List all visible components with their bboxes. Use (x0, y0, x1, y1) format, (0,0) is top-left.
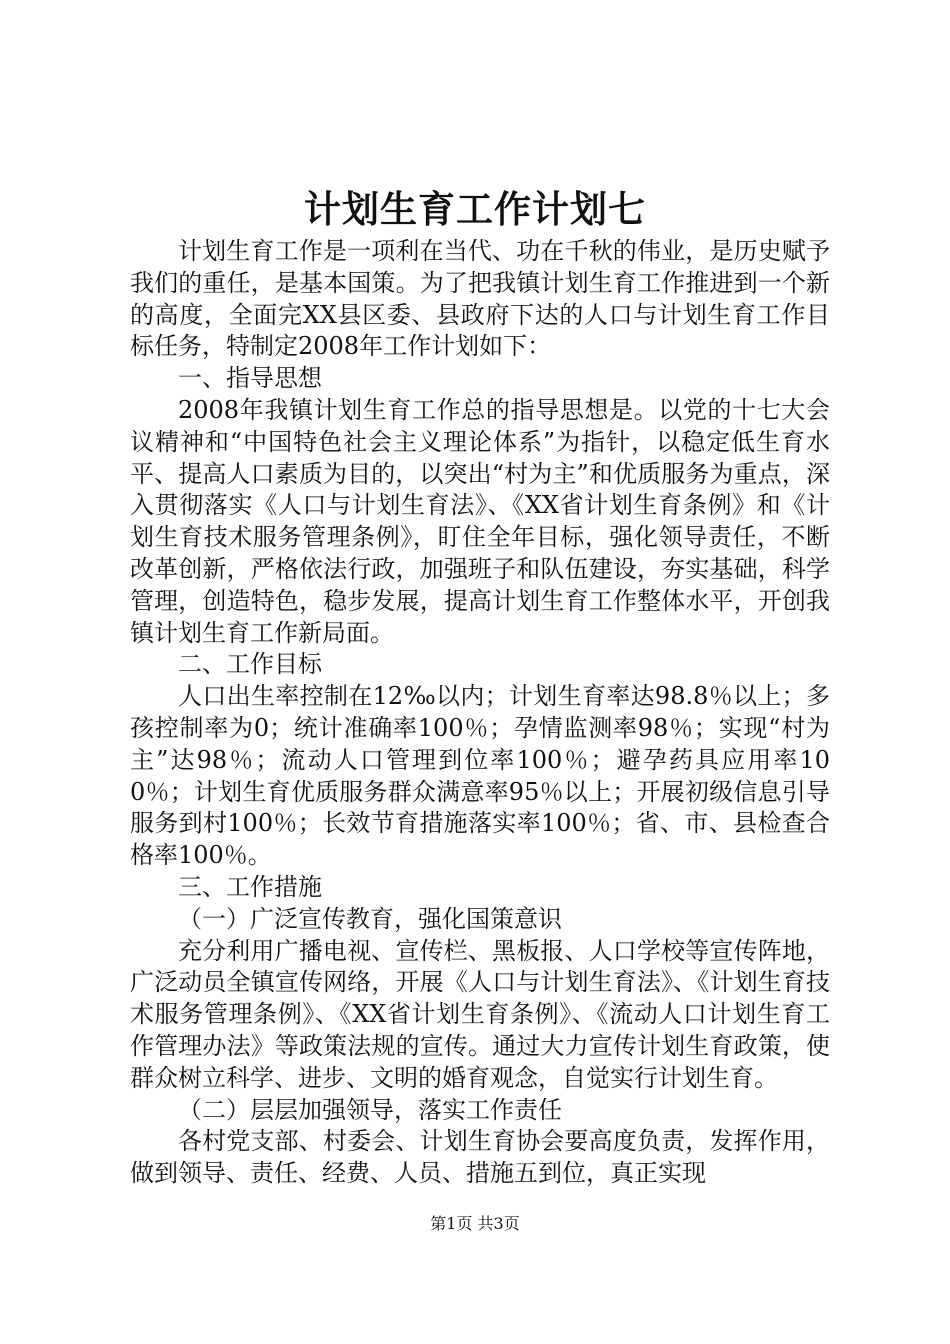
paragraph-work-goals: 人口出生率控制在12‰以内；计划生育率达98.8％以上；多孩控制率为0；统计准确率100％；孕情监测率98％；实现“村为主”达98％；流动人口管理到位率100％；避孕药具应用率100％；计划生育优质服务群众满意率95％以上；开展初级信息引导服务到村100％；长效节育措施落实率100％；省、市、县检查合格率100％。 (130, 682, 830, 870)
paragraph-guiding-thought: 2008年我镇计划生育工作总的指导思想是。以党的十七大会议精神和“中国特色社会主义理论体系”为指针，以稳定低生育水平、提高人口素质为目的，以突出“村为主”和优质服务为重点，深入贯彻落实《人口与计划生育法》、《XX省计划生育条例》和《计划生育技术服务管理条例》，盯住全年目标，强化领导责任，不断改革创新，严格依法行政，加强班子和队伍建设，夯实基础，科学管理，创造特色，稳步发展，提高计划生育工作整体水平，开创我镇计划生育工作新局面。 (130, 395, 830, 647)
section-heading-work-measures: 三、工作措施 (178, 872, 322, 901)
section-heading-work-goals: 二、工作目标 (178, 650, 322, 679)
document-title: 计划生育工作计划七 (304, 187, 646, 231)
section-heading-guiding-thought: 一、指导思想 (178, 364, 322, 393)
paragraph-publicity: 充分利用广播电视、宣传栏、黑板报、人口学校等宣传阵地，广泛动员全镇宣传网络，开展《人口与计划生育法》、《计划生育技术服务管理条例》、《XX省计划生育条例》、《流动人口计划生育工作管理办法》等政策法规的宣传。通过大力宣传计划生育政策，使群众树立科学、进步、文明的婚育观念，自觉实行计划生育。 (130, 936, 830, 1092)
page-number-footer: 第1页 共3页 (430, 1214, 520, 1233)
paragraph-intro: 计划生育工作是一项利在当代、功在千秋的伟业，是历史赋予我们的重任，是基本国策。为了把我镇计划生育工作推进到一个新的高度，全面完XX县区委、县政府下达的人口与计划生育工作目标任务，特制定2008年工作计划如下： (130, 237, 830, 361)
paragraph-leadership: 各村党支部、村委会、计划生育协会要高度负责，发挥作用，做到领导、责任、经费、人员、措施五到位，真正实现 (130, 1127, 830, 1188)
subheading-leadership: （二）层层加强领导，落实工作责任 (178, 1095, 562, 1124)
subheading-publicity: （一）广泛宣传教育，强化国策意识 (178, 904, 562, 933)
document-body (130, 236, 830, 1190)
